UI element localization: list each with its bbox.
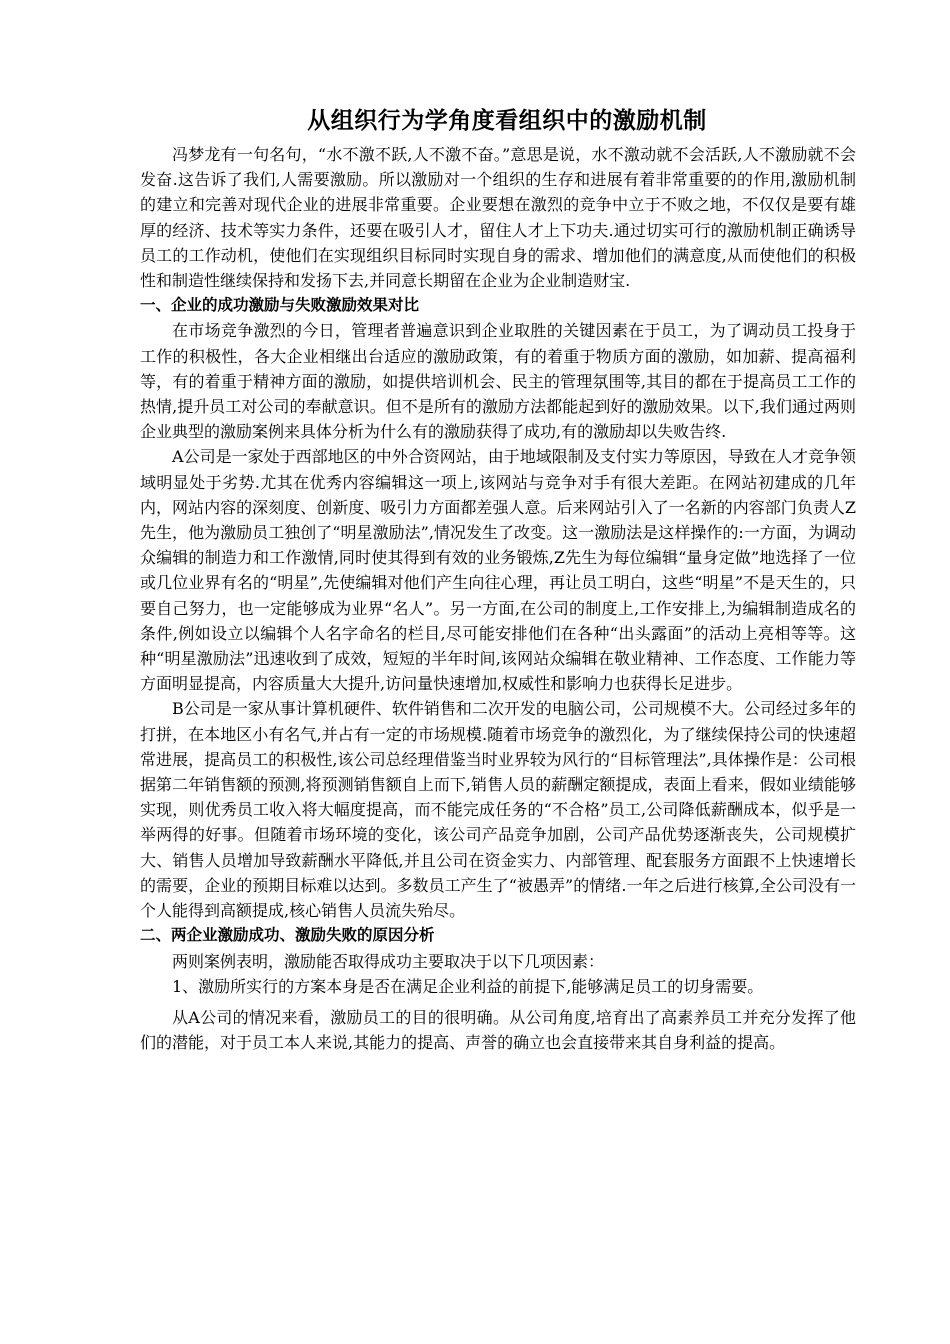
document-title: 从组织行为学角度看组织中的激励机制 — [307, 108, 707, 134]
document-page — [140, 104, 856, 1055]
intro-paragraph: 冯梦龙有一句名句，“水不激不跃,人不激不奋。”意思是说，水不激动就不会活跃,人不激励就不会发奋.这告诉了我们,人需要激励。所以激励对一个组织的生存和进展有着非常重要的的作用,激励机制的建立和完善对现代企业的进展非常重要。企业要想在激烈的竞争中立于不败之地，不仅仅是要有雄厚的经济、技术等实力条件，还要在吸引人才，留住人才上下功夫.通过切实可行的激励机制正确诱导员工的工作动机，使他们在实现组织目标同时实现自身的需求、增加他们的满意度,从而使他们的积极性和制造性继续保持和发扬下去,并同意长期留在企业为企业制造财宝. — [140, 145, 856, 291]
section-heading-2: 二、两企业激励成功、激励失败的原因分析 — [140, 926, 435, 945]
section-heading-1: 一、企业的成功激励与失败激励效果对比 — [140, 296, 420, 315]
section1-paragraph-company-b: B公司是一家从事计算机硬件、软件销售和二次开发的电脑公司，公司规模不大。公司经过多年的打拼，在本地区小有名气,并占有一定的市场规模.随着市场竞争的激烈化，为了继续保持公司的快速超常进展，提高员工的积极性,该公司总经理借鉴当时业界较为风行的“目标管理法”,具体操作是：公司根据第二年销售额的预测,将预测销售额自上而下,销售人员的薪酬定额提成，表面上看来，假如业绩能够实现，则优秀员工收入将大幅度提高，而不能完成任务的“不合格”员工,公司降低薪酬成本，似乎是一举两得的好事。但随着市场环境的变化，该公司产品竞争加剧，公司产品优势逐渐丧失，公司规模扩大、销售人员增加导致薪酬水平降低,并且公司在资金实力、内部管理、配套服务方面跟不上快速增长的需要，企业的预期目标难以达到。多数员工产生了“被愚弄”的情绪.一年之后进行核算,全公司没有一个人能得到高额提成,核心销售人员流失殆尽。 — [140, 699, 856, 921]
section2-paragraph-factor-1: 1、激励所实行的方案本身是否在满足企业利益的前提下,能够满足员工的切身需要。 — [172, 976, 764, 996]
section1-paragraph-1: 在市场竞争激烈的今日，管理者普遍意识到企业取胜的关键因素在于员工，为了调动员工投身于工作的积极性，各大企业相继出台适应的激励政策，有的着重于物质方面的激励，如加薪、提高福利等，有的着重于精神方面的激励，如提供培训机会、民主的管理氛围等,其目的都在于提高员工工作的热情,提升员工对公司的奉献意识。但不是所有的激励方法都能起到好的激励效果。以下,我们通过两则企业典型的激励案例来具体分析为什么有的激励获得了成功,有的激励却以失败告终. — [140, 321, 856, 442]
section1-paragraph-company-a: A公司是一家处于西部地区的中外合资网站，由于地域限制及支付实力等原因，导致在人才竞争领域明显处于劣势.尤其在优秀内容编辑这一项上,该网站与竞争对手有很大差距。在网站初建成的几年内，网站内容的深刻度、创新度、吸引力方面都差强人意。后来网站引入了一名新的内容部门负责人Z先生，他为激励员工独创了“明星激励法”,情况发生了改变。这一激励法是这样操作的:一方面，为调动众编辑的制造力和工作激情,同时使其得到有效的业务锻炼,Z先生为每位编辑“量身定做”地选择了一位或几位业界有名的“明星”,先使编辑对他们产生向往心理，再让员工明白，这些“明星”不是天生的，只要自己努力，也一定能够成为业界“名人”。另一方面,在公司的制度上,工作安排上,为编辑制造成名的条件,例如设立以编辑个人名字命名的栏目,尽可能安排他们在各种“出头露面”的活动上亮相等等。这种“明星激励法”迅速收到了成效，短短的半年时间,该网站众编辑在敬业精神、工作态度、工作能力等方面明显提高，内容质量大大提升,访问量快速增加,权威性和影响力也获得长足进步。 — [140, 447, 856, 694]
section2-paragraph-analysis: 从A公司的情况来看，激励员工的目的很明确。从公司角度,培育出了高素养员工并充分发挥了他们的潜能，对于员工本人来说,其能力的提高、声誉的确立也会直接带来其自身利益的提高。 — [140, 1007, 856, 1053]
section2-paragraph-1: 两则案例表明，激励能否取得成功主要取决于以下几项因素： — [172, 951, 605, 971]
